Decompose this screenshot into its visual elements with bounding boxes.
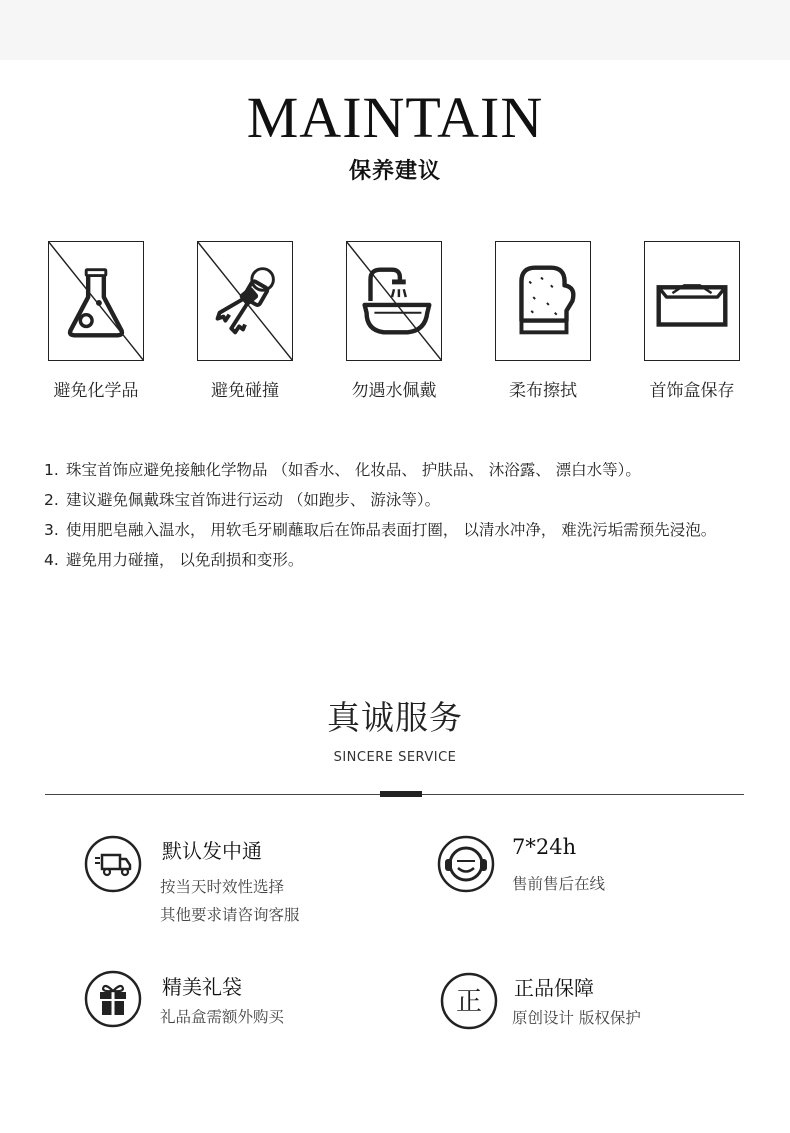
feature-support [437,835,737,925]
rule-text: 避免用力碰撞， 以免刮损和变形。 [66,551,304,569]
care-label: 首饰盒保存 [649,381,735,401]
care-item-water [329,241,459,401]
care-icons-row [0,241,790,411]
care-rules-list [44,455,754,575]
care-label: 避免化学品 [53,381,139,401]
page-title: MAINTAIN [246,85,544,150]
rule-number: 3. [44,521,59,539]
feature-title: 默认发中通 [162,839,262,863]
feature-gift [84,970,384,1040]
care-item-collision [180,241,310,401]
feature-line: 其他要求请咨询客服 [160,906,300,924]
care-label: 柔布擦拭 [509,381,577,401]
service-title: 真诚服务 [327,698,463,737]
feature-line: 原创设计 版权保护 [512,1009,641,1027]
genuine-zheng-icon [440,972,498,1030]
rule-text: 珠宝首饰应避免接触化学物品 （如香水、 化妆品、 护肤品、 沐浴露、 漂白水等）。 [66,461,641,479]
chemical-flask-icon [48,241,144,361]
rule-number: 2. [44,491,59,509]
service-subtitle: SINCERE SERVICE [333,750,457,765]
care-item-box [627,241,757,401]
feature-genuine [440,972,740,1042]
care-label: 勿遇水佩戴 [351,381,437,401]
rule-item [44,455,754,485]
divider-accent [380,791,422,797]
genuine-icon-text: 正 [455,987,483,1017]
rule-item [44,545,754,575]
feature-line: 按当天时效性选择 [160,878,285,896]
jewelry-box-icon [644,241,740,361]
delivery-truck-icon [84,835,142,893]
faucet-basin-icon [346,241,442,361]
care-item-cloth [478,241,608,401]
rule-text: 使用肥皂融入温水， 用软毛牙刷蘸取后在饰品表面打圈， 以清水冲净， 难洗污垢需预先浸泡。 [66,521,717,539]
rule-item [44,515,754,545]
keys-icon [197,241,293,361]
care-label: 避免碰撞 [211,381,279,401]
care-item-chemicals [31,241,161,401]
customer-service-headset-icon [437,835,495,893]
feature-delivery [84,835,384,925]
cloth-glove-icon [495,241,591,361]
feature-line: 售前售后在线 [512,875,606,893]
page-subtitle: 保养建议 [348,158,441,184]
gift-box-icon [84,970,142,1028]
rule-number: 4. [44,551,59,569]
rule-item [44,485,754,515]
top-band [0,0,790,60]
rule-text: 建议避免佩戴珠宝首饰进行运动 （如跑步、 游泳等）。 [66,491,441,509]
feature-title: 正品保障 [514,976,594,1000]
rule-number: 1. [44,461,59,479]
feature-title: 精美礼袋 [162,975,242,999]
feature-line: 礼品盒需额外购买 [160,1008,285,1026]
feature-title: 7*24h [512,835,577,859]
